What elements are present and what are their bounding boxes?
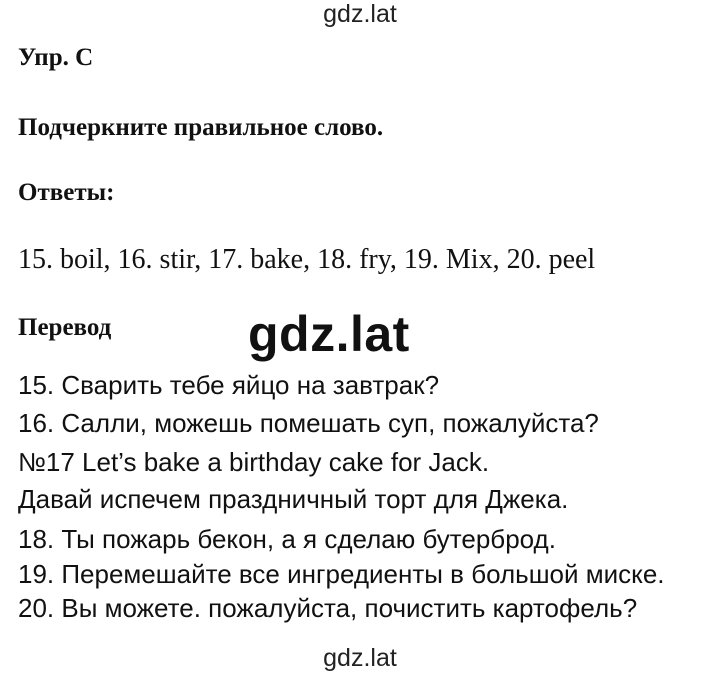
translation-line: 19. Перемешайте все ингредиенты в большой миске. xyxy=(18,559,665,589)
watermark-bottom: gdz.lat xyxy=(323,644,397,672)
translation-line: 16. Салли, можешь помешать суп, пожалуйста? xyxy=(18,408,599,438)
exercise-instruction: Подчеркните правильное слово. xyxy=(18,114,384,141)
translation-line: Давай испечем праздничный торт для Джека. xyxy=(18,484,569,514)
translation-line: 18. Ты пожарь бекон, а я сделаю бутерброд. xyxy=(18,524,556,554)
translation-line: №17 Let’s bake a birthday cake for Jack. xyxy=(18,447,490,477)
answers-label: Ответы: xyxy=(18,179,115,206)
watermark-top: gdz.lat xyxy=(323,0,397,28)
translation-label: Перевод xyxy=(18,314,112,341)
answers-text: 15. boil, 16. stir, 17. bake, 18. fry, 19. Mix, 20. peel xyxy=(18,244,596,275)
watermark-center: gdz.lat xyxy=(248,306,410,362)
translation-line: 15. Сварить тебе яйцо на завтрак? xyxy=(18,370,440,400)
translation-line: 20. Вы можете. пожалуйста, почистить картофель? xyxy=(18,593,638,623)
exercise-title: Упр. С xyxy=(18,44,94,71)
